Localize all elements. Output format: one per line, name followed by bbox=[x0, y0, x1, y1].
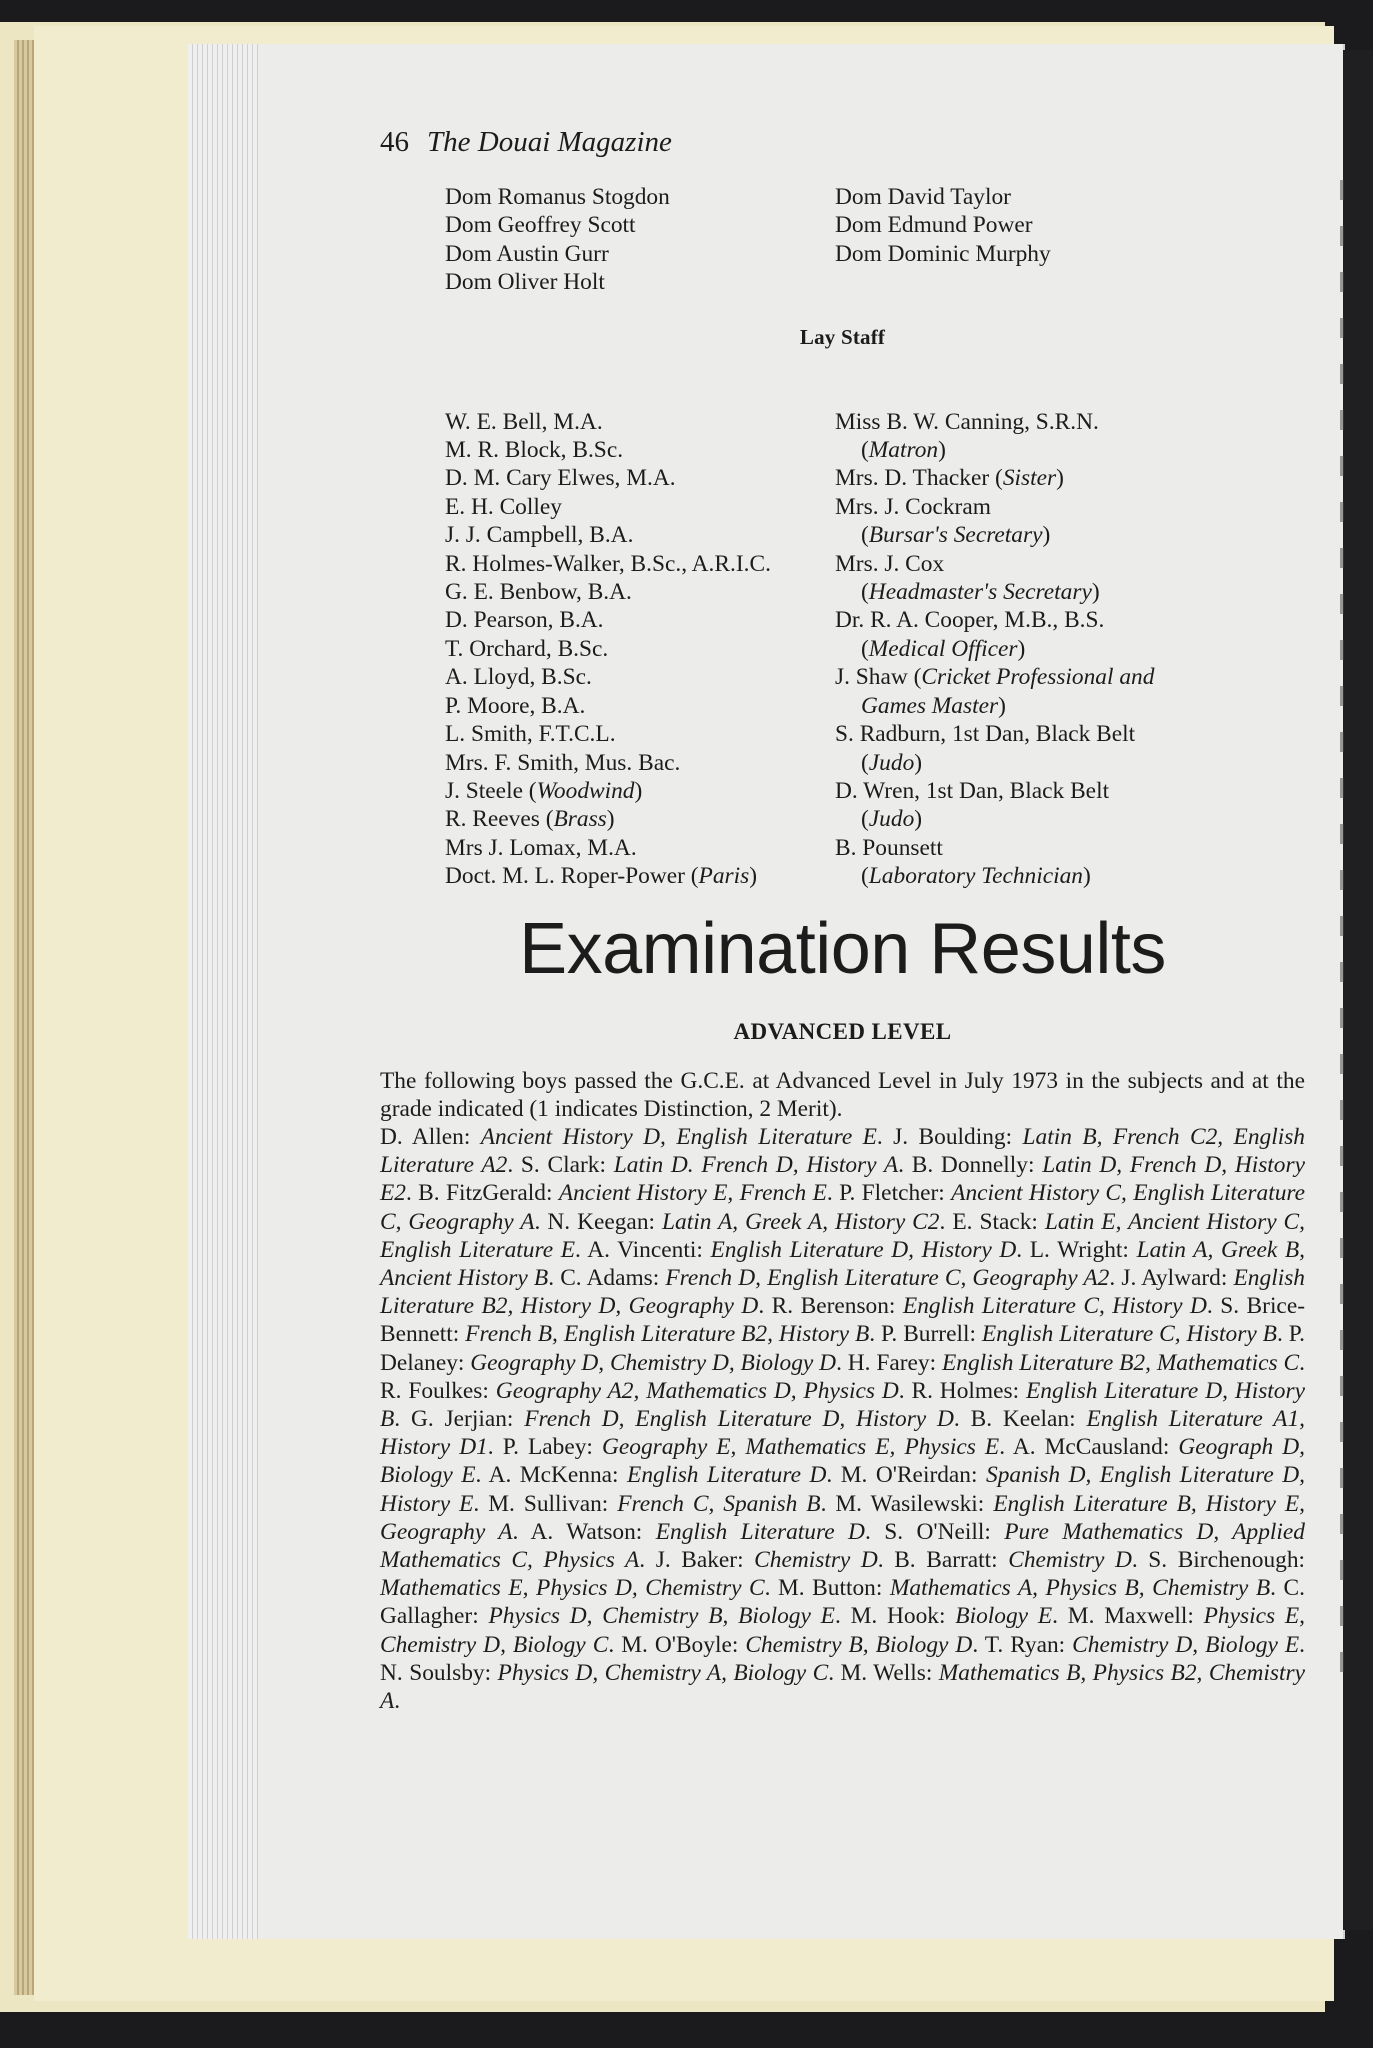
result-entry: B. Donnelly: Latin D, French D, History E2. bbox=[380, 1152, 1305, 1207]
result-entry: B. Barratt: Chemistry D. bbox=[894, 1546, 1149, 1573]
page-number: 46 bbox=[380, 126, 409, 158]
staff-line: Mrs. F. Smith, Mus. Bac. bbox=[445, 749, 681, 776]
result-entry: P. Fletcher: Ancient History C, English Literature C, Geography A. bbox=[380, 1180, 1306, 1235]
result-entry: P. Labey: Geography E, Mathematics E, Physics E. bbox=[502, 1434, 1013, 1461]
staff-line: W. E. Bell, M.A. bbox=[445, 408, 603, 435]
staff-line: (Matron) bbox=[861, 437, 946, 464]
result-entry: A. Vincenti: English Literature D, History D. bbox=[587, 1236, 1030, 1263]
result-entry: S. O'Neill: Pure Mathematics D, Applied Mathematics C, Physics A. bbox=[380, 1518, 1306, 1573]
result-entry: M. Sullivan: French C, Spanish B. bbox=[488, 1490, 836, 1517]
result-entry: L. Wright: Latin A, Greek B, Ancient History B. bbox=[380, 1236, 1305, 1291]
result-entry: M. Maxwell: Physics E, Chemistry D, Biology C. bbox=[380, 1603, 1305, 1658]
magazine-title: The Douai Magazine bbox=[427, 126, 672, 158]
staff-line: Dom David Taylor bbox=[835, 184, 1011, 210]
staff-line: (Laboratory Technician) bbox=[861, 863, 1091, 890]
result-entry: S. Clark: Latin D. French D, History A. bbox=[520, 1152, 912, 1179]
result-entry: M. Wells: Mathematics B, Physics B2, Chemistry A. bbox=[380, 1659, 1305, 1714]
result-entry: J. Boulding: Latin B, French C2, English Literature A2. bbox=[380, 1123, 1305, 1179]
lay-staff-right-column bbox=[835, 408, 1255, 891]
staff-line: Doct. M. L. Roper-Power (Paris) bbox=[445, 863, 758, 890]
staff-line: S. Radburn, 1st Dan, Black Belt bbox=[835, 721, 1136, 748]
staff-line: P. Moore, B.A. bbox=[445, 692, 586, 719]
result-entry: R. Foulkes: Geography A2, Mathematics D, Physics D. bbox=[380, 1377, 912, 1404]
staff-line: J. J. Campbell, B.A. bbox=[445, 522, 634, 549]
staff-line: R. Holmes-Walker, B.Sc., A.R.I.C. bbox=[445, 550, 771, 577]
staff-line: Mrs. D. Thacker (Sister) bbox=[835, 465, 1064, 492]
result-entry: P. Burrell: English Literature C, History B. bbox=[881, 1321, 1289, 1348]
page-content bbox=[380, 128, 1305, 1715]
staff-line: J. Shaw (Cricket Professional and bbox=[835, 664, 1155, 691]
staff-line: L. Smith, F.T.C.L. bbox=[445, 721, 616, 748]
result-entry: E. Stack: Latin E, Ancient History C, English Literature E. bbox=[380, 1208, 1306, 1263]
staff-line: G. E. Benbow, B.A. bbox=[445, 579, 632, 606]
result-entry: P. Delaney: Geography D, Chemistry D, Biology D. bbox=[380, 1321, 1305, 1376]
staff-line: R. Reeves (Brass) bbox=[445, 806, 615, 833]
staff-line: Mrs. J. Cox bbox=[835, 550, 945, 577]
staff-line: Dom Dominic Murphy bbox=[835, 240, 1051, 267]
examination-results-title: Examination Results bbox=[519, 908, 1166, 989]
staff-line: A. Lloyd, B.Sc. bbox=[445, 664, 592, 691]
advanced-level-heading: ADVANCED LEVEL bbox=[733, 1018, 952, 1044]
staff-line: Dom Geoffrey Scott bbox=[445, 212, 636, 239]
result-entry: A. Watson: English Literature D. bbox=[530, 1518, 885, 1545]
staff-line: Mrs J. Lomax, M.A. bbox=[445, 834, 637, 861]
staff-line: Dr. R. A. Cooper, M.B., B.S. bbox=[835, 607, 1105, 634]
result-entry: J. Aylward: English Literature B2, History D, Geography D. bbox=[380, 1264, 1305, 1320]
staff-line: D. M. Cary Elwes, M.A. bbox=[445, 465, 676, 492]
result-entry: M. O'Reirdan: Spanish D, English Literature D, History E. bbox=[380, 1462, 1305, 1517]
result-entry: B. Keelan: English Literature A1, History D1. bbox=[380, 1405, 1305, 1461]
lay-staff-left-column bbox=[445, 408, 900, 891]
staff-line: Games Master) bbox=[861, 692, 1006, 719]
result-entry: M. Hook: Biology E. bbox=[850, 1603, 1068, 1630]
staff-line: M. R. Block, B.Sc. bbox=[445, 437, 624, 464]
result-entry: S. Brice-Bennett: French B, English Literature B2, History B. bbox=[380, 1293, 1305, 1348]
results-paragraph bbox=[380, 1123, 1305, 1715]
staff-line: Dom Edmund Power bbox=[835, 212, 1033, 239]
staff-line: (Judo) bbox=[861, 806, 923, 833]
staff-line: D. Wren, 1st Dan, Black Belt bbox=[835, 777, 1110, 804]
gutter-marks bbox=[1340, 180, 1344, 1680]
clergy-list bbox=[380, 183, 1305, 297]
result-entry: N. Soulsby: Physics D, Chemistry A, Biology C. bbox=[380, 1659, 841, 1686]
result-entry: T. Ryan: Chemistry D, Biology E. bbox=[984, 1631, 1306, 1658]
staff-line: E. H. Colley bbox=[445, 493, 562, 520]
result-entry: A. McKenna: English Literature D. bbox=[488, 1462, 841, 1489]
staff-line: Dom Austin Gurr bbox=[445, 240, 609, 267]
clergy-right-column bbox=[835, 183, 1255, 297]
result-entry: M. O'Boyle: Chemistry B, Biology D. bbox=[621, 1631, 985, 1658]
result-entry: M. Wasilewski: English Literature B, History E, Geography A. bbox=[380, 1490, 1305, 1545]
result-entry: A. McCausland: Geograph D, Biology E. bbox=[380, 1434, 1305, 1489]
staff-line: Miss B. W. Canning, S.R.N. bbox=[835, 408, 1099, 435]
result-entry: S. Birchenough: Mathematics E, Physics D, Chemistry C. bbox=[380, 1546, 1306, 1602]
staff-line: Dom Romanus Stogdon bbox=[445, 184, 670, 210]
result-entry: N. Keegan: Latin A, Greek A, History C2. bbox=[547, 1208, 953, 1235]
staff-line: (Bursar's Secretary) bbox=[861, 522, 1051, 549]
book-spine bbox=[1343, 50, 1373, 1930]
result-entry: H. Farey: English Literature B2, Mathematics C. bbox=[847, 1349, 1305, 1376]
result-entry: B. FitzGerald: Ancient History E, French E. bbox=[418, 1180, 840, 1207]
result-entry: G. Jerjian: French D, English Literature D, History D. bbox=[410, 1405, 971, 1432]
result-entry: D. Allen: Ancient History D, English Literature E. bbox=[380, 1123, 894, 1150]
lay-staff-heading: Lay Staff bbox=[799, 324, 886, 349]
lay-staff-list bbox=[380, 408, 1305, 891]
result-entry: R. Holmes: English Literature D, History B. bbox=[380, 1377, 1305, 1432]
result-entry: J. Baker: Chemistry D. bbox=[655, 1546, 895, 1573]
result-entry: M. Button: Mathematics A, Physics B, Chemistry B. bbox=[777, 1575, 1284, 1602]
staff-line: D. Pearson, B.A. bbox=[445, 607, 604, 634]
staff-line: B. Pounsett bbox=[835, 834, 943, 861]
staff-line: T. Orchard, B.Sc. bbox=[445, 635, 609, 662]
clergy-left-column bbox=[445, 183, 900, 297]
staff-line: J. Steele (Woodwind) bbox=[445, 777, 643, 804]
staff-line: Mrs. J. Cockram bbox=[835, 493, 991, 520]
staff-line: Dom Oliver Holt bbox=[445, 269, 605, 296]
result-entry: R. Berenson: English Literature C, History D. bbox=[771, 1293, 1221, 1320]
running-head bbox=[380, 128, 1305, 157]
page-edges bbox=[188, 44, 263, 1939]
staff-line: (Judo) bbox=[861, 749, 923, 776]
result-entry: C. Adams: French D, English Literature C, Geography A2. bbox=[560, 1264, 1122, 1291]
staff-line: (Medical Officer) bbox=[861, 635, 1026, 662]
result-entry: C. Gallagher: Physics D, Chemistry B, Biology E. bbox=[380, 1575, 1305, 1630]
staff-line: (Headmaster's Secretary) bbox=[861, 579, 1100, 606]
results-intro: The following boys passed the G.C.E. at Advanced Level in July 1973 in the subjects and at the grade indicated (1 indicates Distinction, 2 Merit). bbox=[380, 1067, 1305, 1122]
